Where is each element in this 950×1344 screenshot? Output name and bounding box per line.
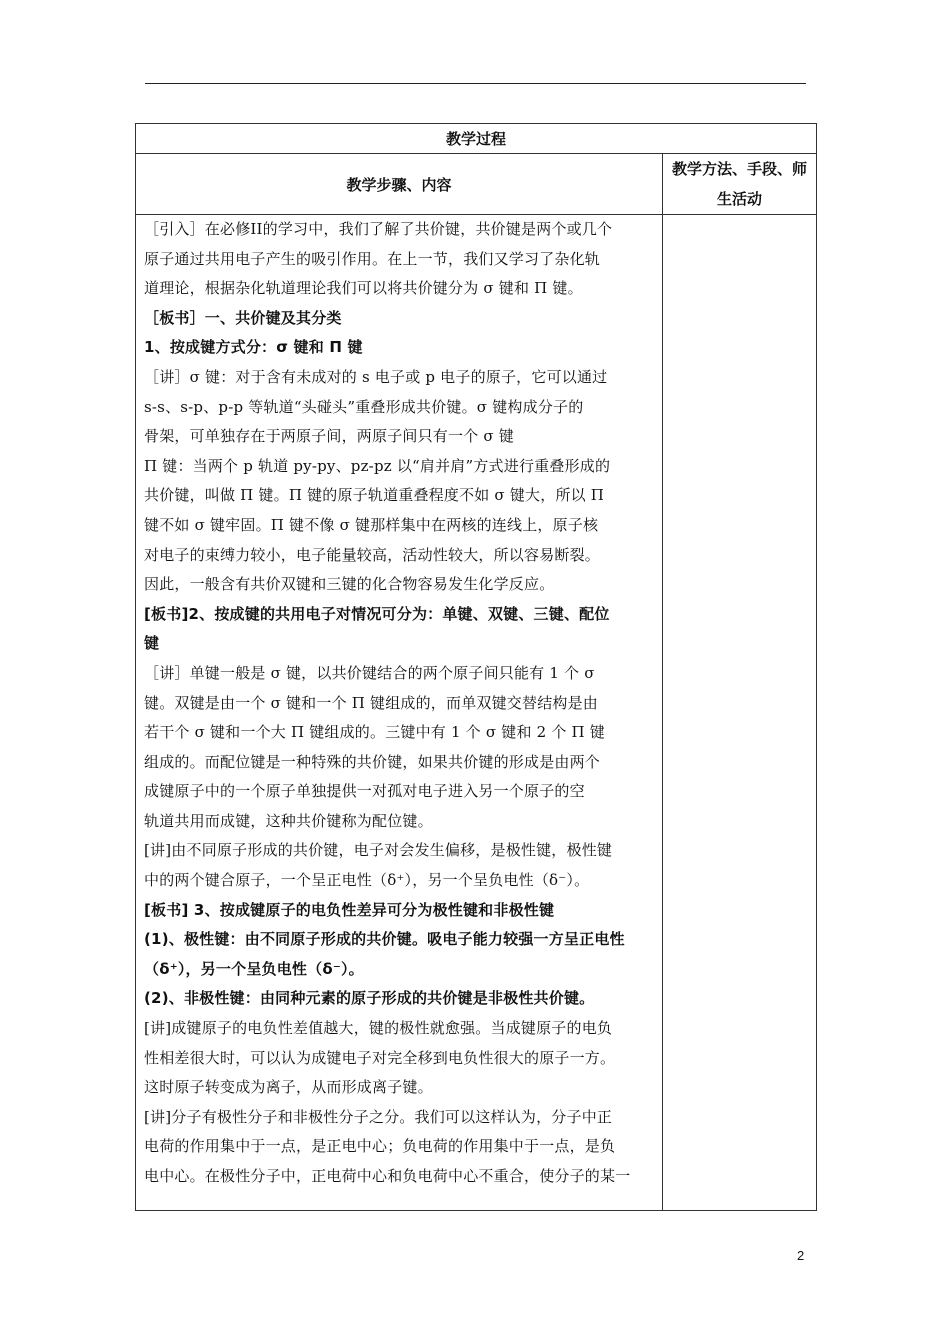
content-line: [板书] 3、按成键原子的电负性差异可分为极性键和非极性键 xyxy=(144,900,555,919)
content-line: 道理论，根据杂化轨道理论我们可以将共价键分为 σ 键和 Π 键。 xyxy=(144,279,583,298)
content-line: 键 xyxy=(144,634,160,653)
content-line: 电中心。在极性分子中，正电荷中心和负电荷中心不重合，使分子的某一 xyxy=(144,1167,631,1185)
content-line: （δ⁺），另一个呈负电性（δ⁻）。 xyxy=(144,959,364,978)
content-line: [讲]由不同原子形成的共价键，电子对会发生偏移，是极性键，极性键 xyxy=(144,841,613,860)
content-line: ［引入］在必修II的学习中，我们了解了共价键，共价键是两个或几个 xyxy=(144,220,613,238)
content-line: 性相差很大时，可以认为成键电子对完全移到电负性很大的原子一方。 xyxy=(144,1048,616,1067)
content-line: 键不如 σ 键牢固。Π 键不像 σ 键那样集中在两核的连线上，原子核 xyxy=(144,515,599,534)
content-line: (2)、非极性键：由同种元素的原子形成的共价键是非极性共价键。 xyxy=(144,989,595,1008)
content-line: [板书]2、按成键的共用电子对情况可分为：单键、双键、三键、配位 xyxy=(144,604,610,623)
column-header-methods-line2: 生活动 xyxy=(717,190,763,208)
content-line: 对电子的束缚力较小，电子能量较高，活动性较大，所以容易断裂。 xyxy=(144,545,601,564)
content-line: 中的两个键合原子，一个呈正电性（δ⁺），另一个呈负电性（δ⁻）。 xyxy=(144,871,590,890)
content-line: 轨道共用而成键，这种共价键称为配位键。 xyxy=(144,811,433,830)
content-line: ［板书］一、共价键及其分类 xyxy=(144,308,342,327)
lesson-lines xyxy=(144,215,662,1192)
lesson-table xyxy=(135,123,817,1211)
content-line: ［讲］σ 键：对于含有未成对的 s 电子或 p 电子的原子，它可以通过 xyxy=(144,367,608,386)
content-line: 骨架，可单独存在于两原子间，两原子间只有一个 σ 键 xyxy=(144,427,514,446)
lesson-content xyxy=(136,215,663,1211)
content-line: s-s、s-p、p-p 等轨道“头碰头”重叠形成共价键。σ 键构成分子的 xyxy=(144,397,584,416)
content-line: 共价键，叫做 Π 键。Π 键的原子轨道重叠程度不如 σ 键大，所以 Π xyxy=(144,486,605,505)
content-line: 成键原子中的一个原子单独提供一对孤对电子进入另一个原子的空 xyxy=(144,782,585,801)
column-header-methods-line1: 教学方法、手段、师 xyxy=(672,160,808,178)
methods-cell xyxy=(663,215,817,1211)
column-header-steps: 教学步骤、内容 xyxy=(136,154,663,215)
content-line: 组成的。而配位键是一种特殊的共价键，如果共价键的形成是由两个 xyxy=(144,752,601,771)
header-rule xyxy=(145,83,806,84)
content-line: [讲]成键原子的电负性差值越大，键的极性就愈强。当成键原子的电负 xyxy=(144,1019,613,1038)
content-line: (1)、极性键：由不同原子形成的共价键。吸电子能力较强一方呈正电性 xyxy=(144,930,625,949)
content-line: ［讲］单键一般是 σ 键，以共价键结合的两个原子间只能有 1 个 σ xyxy=(144,663,595,682)
content-line: Π 键：当两个 p 轨道 py-py、pz-pz 以“肩并肩”方式进行重叠形成的 xyxy=(144,456,611,475)
content-line: [讲]分子有极性分子和非极性分子之分。我们可以这样认为，分子中正 xyxy=(144,1107,613,1126)
content-line: 键。双键是由一个 σ 键和一个 Π 键组成的，而单双键交替结构是由 xyxy=(144,693,598,712)
content-line: 1、按成键方式分：σ 键和 Π 键 xyxy=(144,338,363,357)
column-header-methods xyxy=(663,154,817,215)
content-line: 若干个 σ 键和一个大 Π 键组成的。三键中有 1 个 σ 键和 2 个 Π 键 xyxy=(144,723,605,742)
content-line: 电荷的作用集中于一点，是正电中心；负电荷的作用集中于一点，是负 xyxy=(144,1137,616,1156)
content-line: 这时原子转变成为离子，从而形成离子键。 xyxy=(144,1078,433,1097)
table-title: 教学过程 xyxy=(136,124,817,154)
content-line: 原子通过共用电子产生的吸引作用。在上一节，我们又学习了杂化轨 xyxy=(144,249,601,268)
page-number: 2 xyxy=(797,1248,805,1263)
content-line: 因此，一般含有共价双键和三键的化合物容易发生化学反应。 xyxy=(144,575,555,594)
